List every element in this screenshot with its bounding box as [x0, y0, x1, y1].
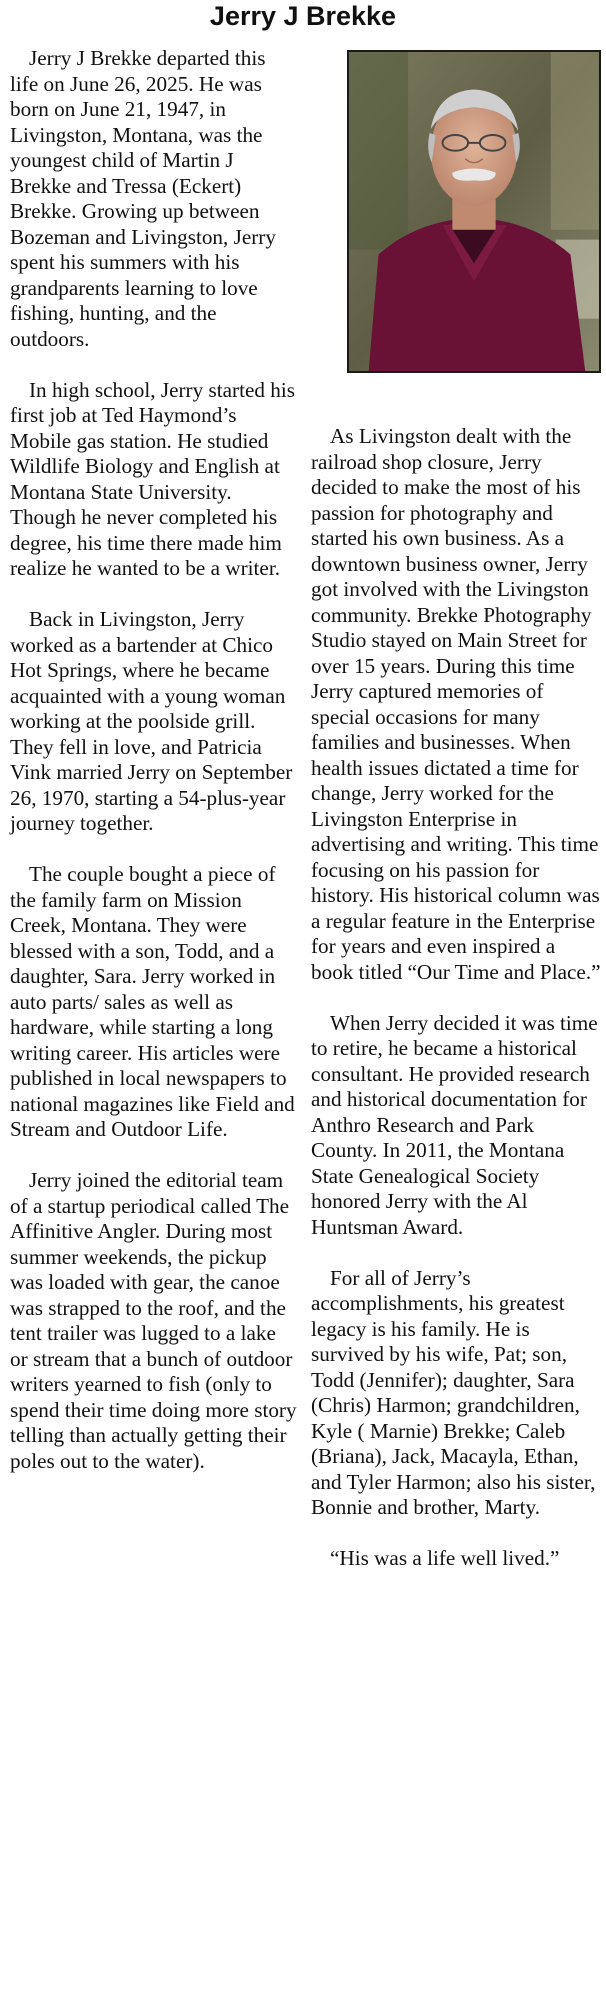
paragraph: For all of Jerry’s accomplishments, his greatest legacy is his family. He is survived by his wife, Pat; son, Todd (Jennifer); daughter, Sara (Chris) Harmon; grandchildren, Kyle ( Marnie) Brekke; Caleb (Briana), Jack, Macayla, Ethan, and Tyler Harmon; also his sister, Bonnie and brother, Marty.: [311, 1265, 596, 1519]
portrait-photo: [347, 50, 601, 373]
paragraph: When Jerry decided it was time to retire, he became a historical consultant. He provided research and historical documentation for Anthro Research and Park County. In 2011, the Montana State Genealogical Society honored Jerry with the Al Huntsman Award.: [311, 1010, 598, 1239]
portrait-illustration: [349, 52, 599, 371]
right-column: [311, 424, 601, 1597]
left-column: [10, 46, 298, 1500]
paragraph: As Livingston dealt with the railroad shop closure, Jerry decided to make the most of his passion for photography and started his own business. As a downtown business owner, Jerry got involved with the Livingston community. Brekke Photography Studio stayed on Main Street for over 15 years. During this time Jerry captured memories of special occasions for many families and businesses. When health issues dictated a time for change, Jerry worked for the Livingston Enterprise in advertising and writing. This time focusing on his passion for history. His historical column was a regular feature in the Enterprise for years and even inspired a book titled “Our Time and Place.”: [311, 424, 601, 984]
paragraph: Back in Livingston, Jerry worked as a bartender at Chico Hot Springs, where he became acquainted with a young woman working at the poolside grill. They fell in love, and Patricia Vink married Jerry on September 26, 1970, starting a 54-plus-year journey together.: [10, 607, 293, 835]
paragraph: “His was a life well lived.”: [330, 1546, 560, 1570]
paragraph: Jerry joined the editorial team of a startup periodical called The Affinitive Angler. During most summer weekends, the pickup was loaded with gear, the canoe was strapped to the roof, and the tent trailer was lugged to a lake or stream that a bunch of outdoor writers yearned to fish (only to spend their time doing more story telling than actually getting their poles out to the water).: [10, 1168, 297, 1473]
paragraph: Jerry J Brekke departed this life on June 26, 2025. He was born on June 21, 1947, in Livingston, Montana, was the youngest child of Martin J Brekke and Tressa (Eckert) Brekke. Growing up between Bozeman and Livingston, Jerry spent his summers with his grandparents learning to love fishing, hunting, and the outdoors.: [10, 46, 276, 351]
paragraph: The couple bought a piece of the family farm on Mission Creek, Montana. They were blessed with a son, Todd, and a daughter, Sara. Jerry worked in auto parts/ sales as well as hardware, while starting a long writing career. His articles were published in local newspapers to national magazines like Field and Stream and Outdoor Life.: [10, 862, 295, 1141]
paragraph: In high school, Jerry started his first job at Ted Haymond’s Mobile gas station. He studied Wildlife Biology and English at Montana State University. Though he never completed his degree, his time there made him realize he wanted to be a writer.: [10, 377, 295, 580]
obituary-title: Jerry J Brekke: [209, 1, 397, 31]
